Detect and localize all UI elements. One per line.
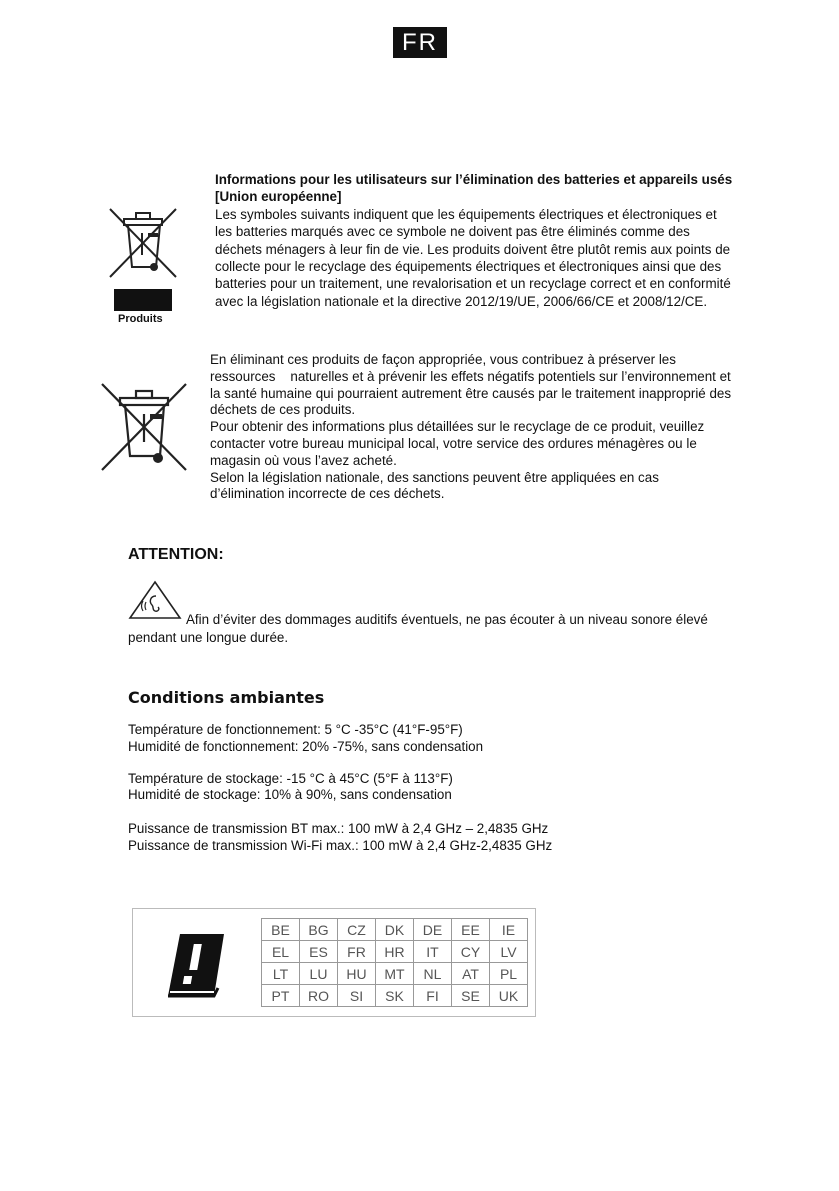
contribution-line: En éliminant ces produits de façon appropriée, vous contribuez à préserver les — [210, 352, 676, 367]
country-cell: PT — [262, 985, 300, 1007]
country-cell: DE — [414, 919, 452, 941]
country-cell: PL — [490, 963, 528, 985]
disposal-line: avec la législation nationale et la directive 2012/19/UE, 2006/66/CE et 2008/12/CE. — [215, 293, 708, 309]
country-restriction-panel — [132, 908, 536, 1017]
contribution-line: contacter votre bureau municipal local, votre service des ordures ménagères ou le — [210, 435, 697, 451]
condition-line: Puissance de transmission Wi-Fi max.: 100 mW à 2,4 GHz-2,4835 GHz — [128, 837, 553, 853]
country-cell: LU — [300, 963, 338, 985]
contribution-line: Selon la législation nationale, des sanctions peuvent être appliquées en cas — [210, 469, 659, 485]
country-cell: NL — [414, 963, 452, 985]
country-cell: EL — [262, 941, 300, 963]
country-cell: SI — [338, 985, 376, 1007]
country-cell: BE — [262, 919, 300, 941]
contribution-line: Pour obtenir des informations plus détaillées sur le recyclage de ce produit, veuillez — [210, 419, 705, 435]
disposal-line: batteries pour un traitement, une revalorisation et un recyclage correct et en conformité — [215, 276, 731, 292]
contribution-line: d’élimination incorrecte de ces déchets. — [210, 486, 445, 502]
condition-line: Température de fonctionnement: 5 °C -35°C (41°F-95°F) — [128, 722, 463, 737]
disposal-info-block — [215, 171, 775, 310]
disposal-line: Les symboles suivants indiquent que les équipements électriques et électroniques et — [215, 206, 717, 222]
disposal-line: collecte pour le recyclage des équipements électriques et électroniques ainsi que des — [215, 259, 722, 275]
country-cell: CZ — [338, 919, 376, 941]
contribution-line: ressources naturelles et à prévenir les effets négatifs potentiels sur l’environnement et — [210, 368, 731, 384]
condition-line: Humidité de stockage: 10% à 90%, sans condensation — [128, 787, 452, 803]
attention-text-line2: pendant une longue durée. — [128, 630, 289, 645]
condition-line: Température de stockage: -15 °C à 45°C (5°F à 113°F) — [128, 770, 453, 786]
contribution-line: magasin où vous l’avez acheté. — [210, 452, 397, 468]
contribution-line: la santé humaine qui pourraient autrement être causés par le traitement inapproprié des — [210, 385, 732, 401]
country-cell: SK — [376, 985, 414, 1007]
country-cell: SE — [452, 985, 490, 1007]
crossed-bin-icon-large — [98, 380, 190, 479]
attention-text-line1: Afin d’éviter des dommages auditifs éventuels, ne pas écouter à un niveau sonore élevé — [186, 612, 708, 627]
contribution-line: déchets de ces produits. — [210, 402, 356, 418]
country-cell: LV — [490, 941, 528, 963]
country-cell: IT — [414, 941, 452, 963]
country-cell: IE — [490, 919, 528, 941]
language-badge: FR — [393, 27, 447, 58]
produits-label: Produits — [118, 313, 163, 325]
condition-line: Humidité de fonctionnement: 20% -75%, sans condensation — [128, 738, 484, 754]
product-marker-bar — [114, 289, 172, 311]
country-cell: BG — [300, 919, 338, 941]
country-table — [261, 918, 528, 1007]
country-cell: ES — [300, 941, 338, 963]
disposal-line: déchets ménagers à leur fin de vie. Les produits doivent être plutôt remis aux points de — [215, 241, 731, 257]
country-cell: LT — [262, 963, 300, 985]
condition-line: Puissance de transmission BT max.: 100 mW à 2,4 GHz – 2,4835 GHz — [128, 821, 549, 837]
contribution-block — [210, 352, 770, 503]
country-cell: FI — [414, 985, 452, 1007]
disposal-line: les batteries marqués avec ce symbole ne doivent pas être éliminés comme des — [215, 224, 690, 240]
attention-heading: ATTENTION: — [128, 546, 224, 563]
weee-bin-icon-with-bar — [106, 205, 180, 325]
country-cell: DK — [376, 919, 414, 941]
manual-warning-icon — [133, 926, 261, 1000]
conditions-heading: Conditions ambiantes — [128, 688, 325, 707]
country-cell: HR — [376, 941, 414, 963]
hearing-warning-icon — [128, 580, 182, 625]
country-cell: EE — [452, 919, 490, 941]
conditions-block — [128, 722, 748, 855]
disposal-subtitle: [Union européenne] — [215, 189, 342, 205]
disposal-title: Informations pour les utilisateurs sur l’élimination des batteries et appareils usés — [215, 172, 733, 187]
crossed-bin-icon — [106, 205, 180, 281]
country-cell: AT — [452, 963, 490, 985]
country-cell: FR — [338, 941, 376, 963]
country-cell: MT — [376, 963, 414, 985]
country-cell: CY — [452, 941, 490, 963]
country-cell: RO — [300, 985, 338, 1007]
country-cell: UK — [490, 985, 528, 1007]
country-cell: HU — [338, 963, 376, 985]
